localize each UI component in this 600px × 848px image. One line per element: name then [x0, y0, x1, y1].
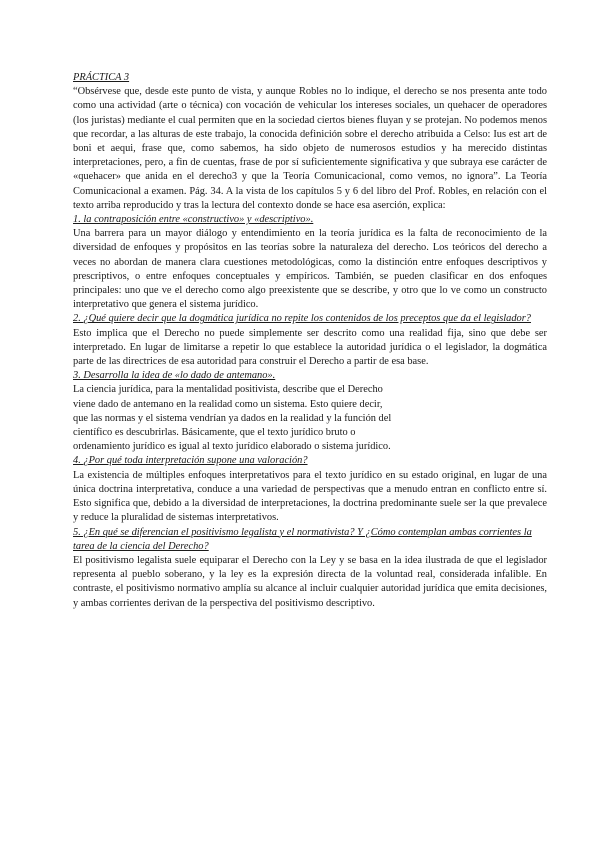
section-2-body: Esto implica que el Derecho no puede simplemente ser descrito como una realidad fija, sino que debe ser interpretado. En lugar de limitarse a repetir lo que establece la autoridad jurídica o el legislador, la dogmática parte de las directrices de esa autoridad para construir el Derecho a partir de esa base. [73, 327, 547, 368]
intro-paragraph: “Obsérvese que, desde este punto de vista, y aunque Robles no lo indique, el derecho se nos presenta ante todo como una actividad (arte o técnica) con vocación de vehicular los intereses sociales, un quehacer de operadores (los juristas) mediante el cual permiten que en la sociedad ciertos bienes fluyan y se protejan. No podemos menos que recordar, a las alturas de este trabajo, la conocida definición sobre el derecho atribuida a Celso: Ius est art de boni et aequi, frase que, como sabemos, ha sido objeto de numerosos estudios y ha merecido distintas interpretaciones, pero, a fin de cuentas, frase de por sí suficientemente significativa y que subraya ese carácter de «quehacer» que anida en el derecho3 y que la Teoría Comunicacional, como vemos, no ignora”. La Teoría Comunicacional a examen. Pág. 34. A la vista de los capítulos 5 y 6 del libro del Prof. Robles, en relación con el texto arriba reproducido y tras la lectura del contexto donde se hace esa aserción, explica: [73, 86, 547, 211]
section-3-line: que las normas y el sistema vendrían ya dados en la realidad y la función del [73, 412, 392, 424]
document-title: PRÁCTICA 3 [73, 72, 130, 83]
document-page [73, 71, 547, 611]
section-3-line: viene dado de antemano en la realidad como un sistema. Esto quiere decir, [73, 398, 383, 410]
section-3-heading: 3. Desarrolla la idea de «lo dado de antemano». [73, 370, 276, 382]
section-5-heading: 5. ¿En qué se diferencian el positivismo legalista y el normativista? Y ¿Cómo contemplan ambas corrientes la tarea de la ciencia del Derecho? [73, 526, 532, 552]
section-5-body: El positivismo legalista suele equiparar el Derecho con la Ley y se basa en la idea ilustrada de que el legislador representa al pueblo soberano, y la ley es la expresión directa de la voluntad real, considerada infalible. En contraste, el positivismo normativo amplía su alcance al incluir cualquier autoridad jurídica que emita decisiones, y ambas corrientes derivan de la perspectiva del positivismo descriptivo. [73, 554, 547, 609]
section-1-body: Una barrera para un mayor diálogo y entendimiento en la teoría jurídica es la falta de reconocimiento de la diversidad de enfoques y propósitos en las teorías sobre la naturaleza del derecho. Los teóricos del derecho a veces no abordan de manera clara cuestiones metodológicas, como la distinción entre enfoques descriptivos y prescriptivos, o entre enfoques conceptuales y empíricos. También, se pueden clasificar en dos enfoques principales: uno que ve el derecho como algo preexistente que se describe, y otro que lo ve como un constructo interpretativo que genera el sistema jurídico. [73, 228, 547, 311]
section-1-heading: 1. la contraposición entre «constructivo» y «descriptivo». [73, 214, 314, 226]
section-3-line: científico es descubrirlas. Básicamente, que el texto jurídico bruto o [73, 427, 356, 439]
section-2-heading: 2. ¿Qué quiere decir que la dogmática jurídica no repite los contenidos de los preceptos que da el legislador? [73, 313, 531, 325]
section-4-heading: 4. ¿Por qué toda interpretación supone una valoración? [73, 455, 308, 467]
section-3-body [73, 383, 547, 454]
section-4-body: La existencia de múltiples enfoques interpretativos para el texto jurídico en su estado original, en lugar de una única doctrina interpretativa, conduce a una variedad de perspectivas que a menudo entran en conflicto entre sí. Esto significa que, debido a la diversidad de interpretaciones, la doctrina predominante suele ser la que prevalece y reduce la pluralidad de sistemas interpretativos. [73, 469, 547, 524]
section-3-line: ordenamiento jurídico es igual al texto jurídico elaborado o sistema jurídico. [73, 441, 391, 453]
section-3-line: La ciencia jurídica, para la mentalidad positivista, describe que el Derecho [73, 384, 383, 396]
